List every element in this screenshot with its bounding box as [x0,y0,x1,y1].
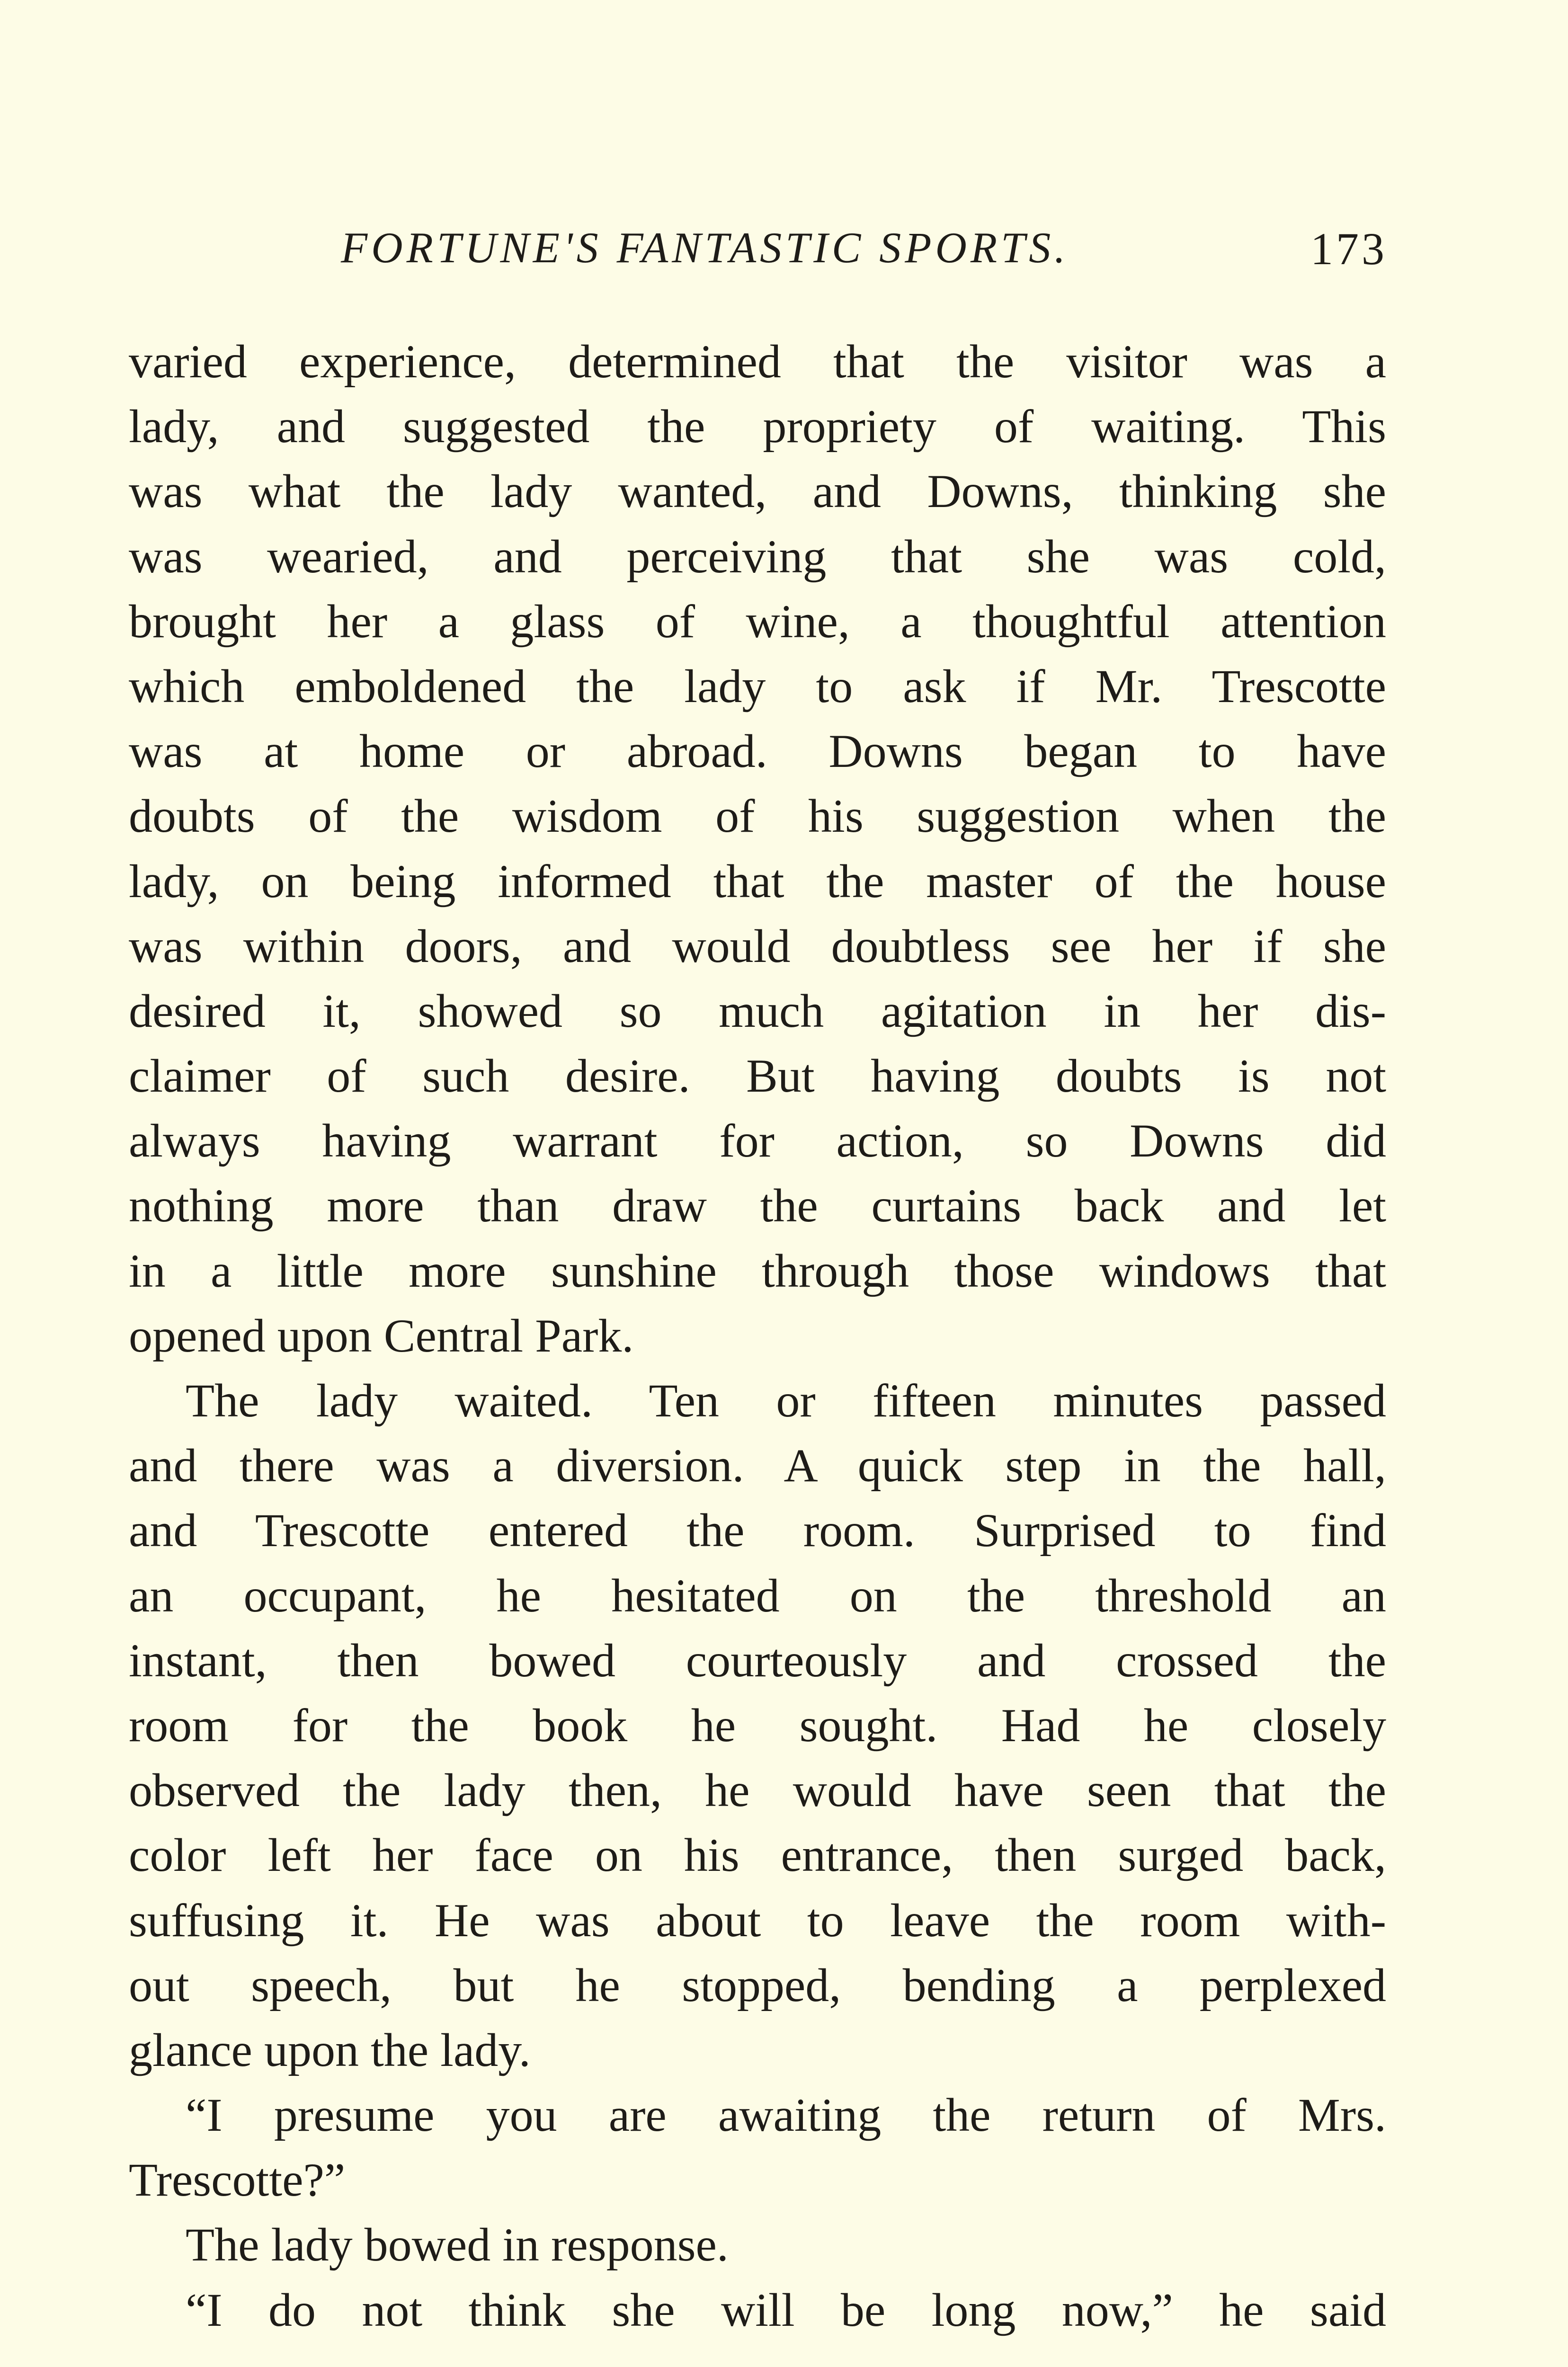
text-line: was wearied, and perceiving that she was cold, [129,530,1386,583]
text-line: in a little more sunshine through those windows that [129,1244,1386,1297]
text-line: observed the lady then, he would have seen that the [129,1764,1386,1817]
text-line: brought her a glass of wine, a thoughtful attention [129,595,1386,648]
text-line: and Trescotte entered the room. Surprised to find [129,1504,1386,1557]
text-line: lady, on being informed that the master of the house [129,854,1386,908]
text-line: instant, then bowed courteously and crossed the [129,1634,1386,1687]
text-line: Trescotte?” [129,2153,346,2207]
text-line: opened upon Central Park. [129,1309,634,1362]
page-header [128,222,1387,279]
text-line: nothing more than draw the curtains back and let [129,1179,1386,1232]
body-text [129,329,1386,2342]
text-line: lady, and suggested the propriety of waiting. This [129,400,1386,453]
text-line: which emboldened the lady to ask if Mr. Trescotte [129,659,1386,712]
page-number: 173 [1310,223,1387,274]
text-line: doubts of the wisdom of his suggestion when the [129,790,1386,843]
text-line: always having warrant for action, so Downs did [129,1114,1386,1167]
text-line: color left her face on his entrance, then surged back, [129,1829,1386,1882]
text-line: claimer of such desire. But having doubts is not [129,1050,1386,1103]
text-line: suffusing it. He was about to leave the room with- [129,1894,1386,1947]
text-line: desired it, showed so much agitation in her dis- [129,984,1386,1037]
text-line: The lady waited. Ten or fifteen minutes passed [186,1374,1386,1427]
text-line: an occupant, he hesitated on the threshold an [129,1569,1386,1622]
text-line: glance upon the lady. [129,2023,531,2076]
text-line: room for the book he sought. Had he closely [129,1699,1386,1752]
running-head: FORTUNE'S FANTASTIC SPORTS. [341,223,1069,272]
text-line: The lady bowed in response. [186,2218,729,2271]
text-line: “I do not think she will be long now,” he said [186,2283,1386,2336]
text-line: varied experience, determined that the visitor was a [129,335,1386,388]
text-line: was at home or abroad. Downs began to have [129,725,1386,778]
text-line: was within doors, and would doubtless see her if she [129,919,1386,972]
text-line: “I presume you are awaiting the return of Mrs. [186,2089,1386,2142]
text-line: was what the lady wanted, and Downs, thinking she [129,465,1386,518]
text-line: and there was a diversion. A quick step in the hall, [129,1439,1386,1492]
text-line: out speech, but he stopped, bending a perplexed [129,1958,1386,2011]
